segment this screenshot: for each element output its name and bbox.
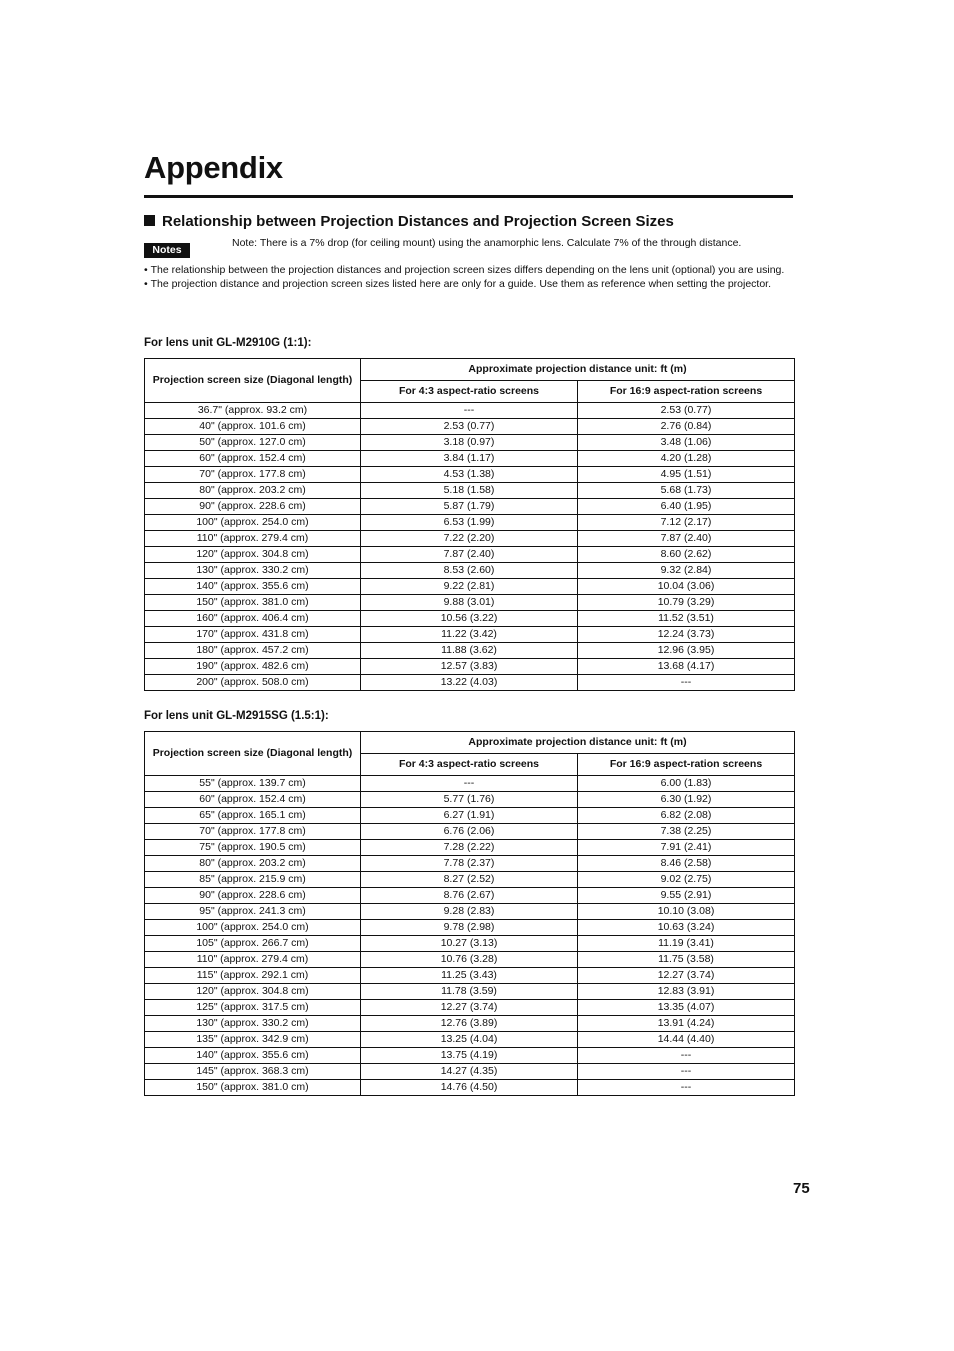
table-row [145,595,795,611]
table-row [145,840,795,856]
cell-screen-size: 125" (approx. 317.5 cm) [145,1000,361,1016]
notes-badge: Notes [144,243,190,258]
title-rule [144,195,793,198]
cell-screen-size: 120" (approx. 304.8 cm) [145,547,361,563]
section-heading [144,213,674,230]
cell-distance-4-3: 8.27 (2.52) [361,872,578,888]
cell-distance-4-3: 10.76 (3.28) [361,952,578,968]
col-header-16-9: For 16:9 aspect-ration screens [578,381,795,403]
cell-distance-4-3: 9.22 (2.81) [361,579,578,595]
note-item: • The relationship between the projection distances and projection screen sizes differs depending on the lens unit (optional) you are using. [144,263,796,277]
cell-distance-16-9: 12.24 (3.73) [578,627,795,643]
cell-screen-size: 180" (approx. 457.2 cm) [145,643,361,659]
cell-distance-16-9: --- [578,675,795,691]
cell-screen-size: 50" (approx. 127.0 cm) [145,435,361,451]
table-row [145,1032,795,1048]
cell-distance-16-9: 7.87 (2.40) [578,531,795,547]
square-bullet-icon [144,215,155,226]
cell-screen-size: 145" (approx. 368.3 cm) [145,1064,361,1080]
cell-screen-size: 90" (approx. 228.6 cm) [145,499,361,515]
table-row [145,627,795,643]
table-row [145,856,795,872]
table-row [145,904,795,920]
cell-screen-size: 90" (approx. 228.6 cm) [145,888,361,904]
cell-screen-size: 200" (approx. 508.0 cm) [145,675,361,691]
cell-distance-4-3: 12.76 (3.89) [361,1016,578,1032]
cell-distance-4-3: 3.18 (0.97) [361,435,578,451]
cell-distance-16-9: 9.32 (2.84) [578,563,795,579]
cell-distance-4-3: 5.77 (1.76) [361,792,578,808]
cell-screen-size: 60" (approx. 152.4 cm) [145,451,361,467]
col-header-group: Approximate projection distance unit: ft (m) [361,359,795,381]
cell-screen-size: 130" (approx. 330.2 cm) [145,1016,361,1032]
cell-distance-4-3: 11.88 (3.62) [361,643,578,659]
cell-distance-4-3: 4.53 (1.38) [361,467,578,483]
table-row [145,968,795,984]
table-row [145,563,795,579]
cell-screen-size: 100" (approx. 254.0 cm) [145,920,361,936]
cell-screen-size: 130" (approx. 330.2 cm) [145,563,361,579]
cell-screen-size: 115" (approx. 292.1 cm) [145,968,361,984]
cell-screen-size: 190" (approx. 482.6 cm) [145,659,361,675]
cell-screen-size: 95" (approx. 241.3 cm) [145,904,361,920]
table-row [145,451,795,467]
cell-distance-16-9: 14.44 (4.40) [578,1032,795,1048]
table-row [145,824,795,840]
table-row [145,659,795,675]
table-row [145,531,795,547]
cell-distance-16-9: 10.63 (3.24) [578,920,795,936]
cell-distance-16-9: 4.95 (1.51) [578,467,795,483]
cell-distance-4-3: 13.25 (4.04) [361,1032,578,1048]
cell-distance-4-3: 6.27 (1.91) [361,808,578,824]
cell-screen-size: 140" (approx. 355.6 cm) [145,1048,361,1064]
cell-screen-size: 140" (approx. 355.6 cm) [145,579,361,595]
table-row [145,611,795,627]
lens-heading-gl-m2910g: For lens unit GL-M2910G (1:1): [144,337,312,349]
table-row [145,435,795,451]
cell-distance-4-3: 9.88 (3.01) [361,595,578,611]
cell-distance-16-9: 9.02 (2.75) [578,872,795,888]
distance-table-gl-m2915sg [144,731,795,1096]
cell-distance-16-9: 12.96 (3.95) [578,643,795,659]
cell-screen-size: 70" (approx. 177.8 cm) [145,467,361,483]
cell-distance-16-9: 13.35 (4.07) [578,1000,795,1016]
cell-distance-16-9: 7.38 (2.25) [578,824,795,840]
cell-distance-16-9: 13.91 (4.24) [578,1016,795,1032]
distance-table-gl-m2910g [144,358,795,691]
cell-screen-size: 150" (approx. 381.0 cm) [145,595,361,611]
table-row [145,776,795,792]
cell-distance-16-9: 11.75 (3.58) [578,952,795,968]
cell-distance-4-3: 14.27 (4.35) [361,1064,578,1080]
table-row [145,547,795,563]
col-header-screen-size: Projection screen size (Diagonal length) [145,359,361,403]
notes-list [144,263,796,291]
cell-distance-16-9: 12.27 (3.74) [578,968,795,984]
cell-distance-16-9: 8.46 (2.58) [578,856,795,872]
cell-distance-4-3: 9.28 (2.83) [361,904,578,920]
cell-screen-size: 110" (approx. 279.4 cm) [145,531,361,547]
col-header-4-3: For 4:3 aspect-ratio screens [361,381,578,403]
cell-distance-4-3: 6.76 (2.06) [361,824,578,840]
table-row [145,920,795,936]
cell-distance-16-9: 3.48 (1.06) [578,435,795,451]
cell-distance-16-9: 13.68 (4.17) [578,659,795,675]
cell-distance-4-3: 6.53 (1.99) [361,515,578,531]
table-row [145,872,795,888]
table-body [145,403,795,691]
cell-screen-size: 65" (approx. 165.1 cm) [145,808,361,824]
col-header-screen-size: Projection screen size (Diagonal length) [145,732,361,776]
cell-distance-16-9: 5.68 (1.73) [578,483,795,499]
table-row [145,808,795,824]
cell-distance-4-3: 7.87 (2.40) [361,547,578,563]
note-item: • The projection distance and projection screen sizes listed here are only for a guide. Use them as reference when setting the projector. [144,277,796,291]
cell-distance-16-9: 11.52 (3.51) [578,611,795,627]
cell-distance-16-9: 6.82 (2.08) [578,808,795,824]
cell-distance-4-3: 13.22 (4.03) [361,675,578,691]
cell-distance-4-3: 14.76 (4.50) [361,1080,578,1096]
cell-distance-16-9: 4.20 (1.28) [578,451,795,467]
cell-screen-size: 80" (approx. 203.2 cm) [145,483,361,499]
cell-distance-4-3: 7.22 (2.20) [361,531,578,547]
cell-screen-size: 36.7" (approx. 93.2 cm) [145,403,361,419]
cell-distance-16-9: --- [578,1048,795,1064]
table-row [145,936,795,952]
table-row [145,675,795,691]
table-row [145,419,795,435]
cell-screen-size: 60" (approx. 152.4 cm) [145,792,361,808]
lens-heading-gl-m2915sg: For lens unit GL-M2915SG (1.5:1): [144,710,329,722]
cell-distance-4-3: 8.53 (2.60) [361,563,578,579]
cell-screen-size: 40" (approx. 101.6 cm) [145,419,361,435]
table-row [145,1048,795,1064]
cell-screen-size: 85" (approx. 215.9 cm) [145,872,361,888]
cell-distance-16-9: --- [578,1064,795,1080]
col-header-4-3: For 4:3 aspect-ratio screens [361,754,578,776]
table-row [145,984,795,1000]
cell-distance-4-3: 2.53 (0.77) [361,419,578,435]
cell-distance-4-3: 10.56 (3.22) [361,611,578,627]
cell-distance-4-3: --- [361,403,578,419]
table-row [145,403,795,419]
table-row [145,952,795,968]
cell-screen-size: 75" (approx. 190.5 cm) [145,840,361,856]
section-heading-text: Relationship between Projection Distances and Projection Screen Sizes [162,213,674,230]
cell-distance-16-9: 10.04 (3.06) [578,579,795,595]
cell-distance-4-3: 12.27 (3.74) [361,1000,578,1016]
cell-distance-4-3: 9.78 (2.98) [361,920,578,936]
cell-screen-size: 105" (approx. 266.7 cm) [145,936,361,952]
top-note: Note: There is a 7% drop (for ceiling mount) using the anamorphic lens. Calculate 7% of the through distance. [232,237,742,249]
table-row [145,499,795,515]
cell-distance-16-9: 7.91 (2.41) [578,840,795,856]
table-row [145,1000,795,1016]
cell-distance-4-3: 5.87 (1.79) [361,499,578,515]
cell-distance-16-9: 6.30 (1.92) [578,792,795,808]
cell-distance-4-3: --- [361,776,578,792]
page-number: 75 [793,1180,810,1197]
cell-distance-16-9: --- [578,1080,795,1096]
cell-distance-4-3: 13.75 (4.19) [361,1048,578,1064]
cell-screen-size: 80" (approx. 203.2 cm) [145,856,361,872]
cell-distance-4-3: 10.27 (3.13) [361,936,578,952]
table-row [145,1080,795,1096]
cell-distance-4-3: 11.22 (3.42) [361,627,578,643]
table-row [145,579,795,595]
cell-screen-size: 160" (approx. 406.4 cm) [145,611,361,627]
cell-distance-4-3: 11.78 (3.59) [361,984,578,1000]
cell-distance-16-9: 12.83 (3.91) [578,984,795,1000]
table-row [145,792,795,808]
table-row [145,643,795,659]
cell-distance-16-9: 2.76 (0.84) [578,419,795,435]
cell-distance-4-3: 7.28 (2.22) [361,840,578,856]
cell-screen-size: 150" (approx. 381.0 cm) [145,1080,361,1096]
cell-distance-4-3: 12.57 (3.83) [361,659,578,675]
cell-distance-4-3: 11.25 (3.43) [361,968,578,984]
cell-distance-4-3: 5.18 (1.58) [361,483,578,499]
cell-distance-16-9: 2.53 (0.77) [578,403,795,419]
cell-distance-16-9: 9.55 (2.91) [578,888,795,904]
col-header-group: Approximate projection distance unit: ft (m) [361,732,795,754]
cell-distance-16-9: 11.19 (3.41) [578,936,795,952]
cell-distance-4-3: 8.76 (2.67) [361,888,578,904]
cell-screen-size: 135" (approx. 342.9 cm) [145,1032,361,1048]
page-title: Appendix [144,150,283,185]
cell-distance-4-3: 3.84 (1.17) [361,451,578,467]
table-body [145,776,795,1096]
table-row [145,467,795,483]
cell-distance-16-9: 7.12 (2.17) [578,515,795,531]
cell-distance-16-9: 10.10 (3.08) [578,904,795,920]
cell-screen-size: 170" (approx. 431.8 cm) [145,627,361,643]
cell-distance-16-9: 6.00 (1.83) [578,776,795,792]
table-row [145,888,795,904]
cell-distance-16-9: 10.79 (3.29) [578,595,795,611]
table-row [145,515,795,531]
cell-screen-size: 120" (approx. 304.8 cm) [145,984,361,1000]
cell-screen-size: 70" (approx. 177.8 cm) [145,824,361,840]
table-row [145,483,795,499]
col-header-16-9: For 16:9 aspect-ration screens [578,754,795,776]
table-row [145,1016,795,1032]
cell-distance-16-9: 6.40 (1.95) [578,499,795,515]
cell-distance-16-9: 8.60 (2.62) [578,547,795,563]
cell-screen-size: 55" (approx. 139.7 cm) [145,776,361,792]
cell-screen-size: 100" (approx. 254.0 cm) [145,515,361,531]
table-row [145,1064,795,1080]
cell-distance-4-3: 7.78 (2.37) [361,856,578,872]
cell-screen-size: 110" (approx. 279.4 cm) [145,952,361,968]
